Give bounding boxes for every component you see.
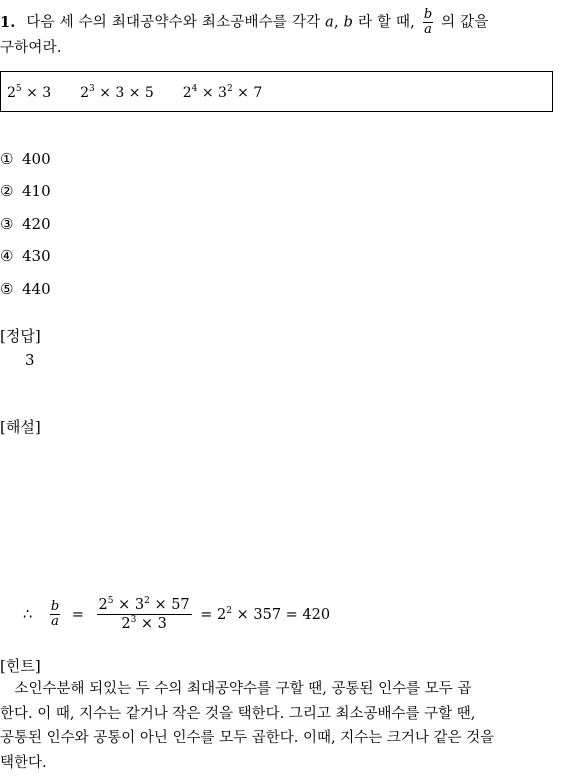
lhs-fraction: $\frac{b}{a}$ [50, 599, 60, 629]
given-numbers-box [0, 71, 553, 112]
choice-value: 400 [22, 150, 51, 168]
hint-line-4: 택한다. [0, 754, 47, 771]
choice-5[interactable] [0, 280, 51, 298]
choice-3[interactable] [0, 215, 51, 233]
choice-value: 440 [22, 280, 51, 298]
rhs-fraction [97, 596, 192, 633]
question-text-c: 의 값을 [441, 14, 489, 31]
hint-label: [힌트] [0, 657, 41, 675]
hint-text [0, 677, 573, 775]
result: = $2^2 \times 357 = 420$ [200, 605, 331, 623]
answer-value: 3 [25, 351, 35, 369]
choice-marker: ⑤ [0, 280, 14, 298]
number-2: $2^3 \times 3 \times 5$ [80, 84, 154, 101]
fraction-b-over-a [423, 8, 434, 37]
choice-marker: ① [0, 150, 14, 168]
fraction-denominator: a [424, 22, 433, 37]
hint-line-2: 한다. 이 때, 지수는 같거나 작은 것을 택한다. 그리고 최소공배수를 구할 땐, [0, 705, 476, 722]
question-number: 1. [0, 13, 16, 31]
choice-marker: ③ [0, 215, 14, 233]
comma: , [334, 14, 339, 31]
explanation-label: [해설] [0, 418, 41, 436]
choice-value: 410 [22, 182, 51, 200]
question-text-a: 다음 세 수의 최대공약수와 최소공배수를 각각 [26, 14, 321, 31]
choice-marker: ② [0, 182, 14, 200]
answer-label: [정답] [0, 327, 41, 345]
variable-a: a [325, 14, 335, 31]
rhs-denominator: $2^3 \times 3$ [121, 615, 167, 632]
choice-marker: ④ [0, 247, 14, 265]
given-numbers [7, 85, 262, 101]
hint-line-1: 소인수분해 되있는 두 수의 최대공약수를 구할 땐, 공통된 인수를 모두 곱 [0, 681, 472, 697]
equals-sign: = [71, 606, 84, 623]
choice-2[interactable] [0, 182, 51, 200]
choice-value: 430 [22, 247, 51, 265]
rhs-numerator: $2^5 \times 3^2 \times 57$ [98, 596, 190, 613]
question-line-2: 구하여라. [0, 40, 62, 56]
number-3: $2^4 \times 3^2 \times 7$ [182, 84, 263, 101]
explanation-formula [23, 596, 330, 640]
hint-line-3: 공통된 인수와 공통이 아닌 인수를 모두 곱한다. 이때, 지수는 크거나 같은 것을 [0, 730, 495, 746]
question-text-b: 라 할 때, [357, 14, 415, 31]
fraction-numerator: b [423, 7, 433, 22]
choice-1[interactable] [0, 150, 51, 168]
variable-b: b [343, 14, 354, 31]
question-line-1 [0, 8, 489, 37]
number-1: $2^5 \times 3$ [7, 84, 52, 101]
choice-4[interactable] [0, 247, 51, 265]
choice-value: 420 [22, 215, 51, 233]
therefore-symbol: ∴ [23, 606, 33, 623]
